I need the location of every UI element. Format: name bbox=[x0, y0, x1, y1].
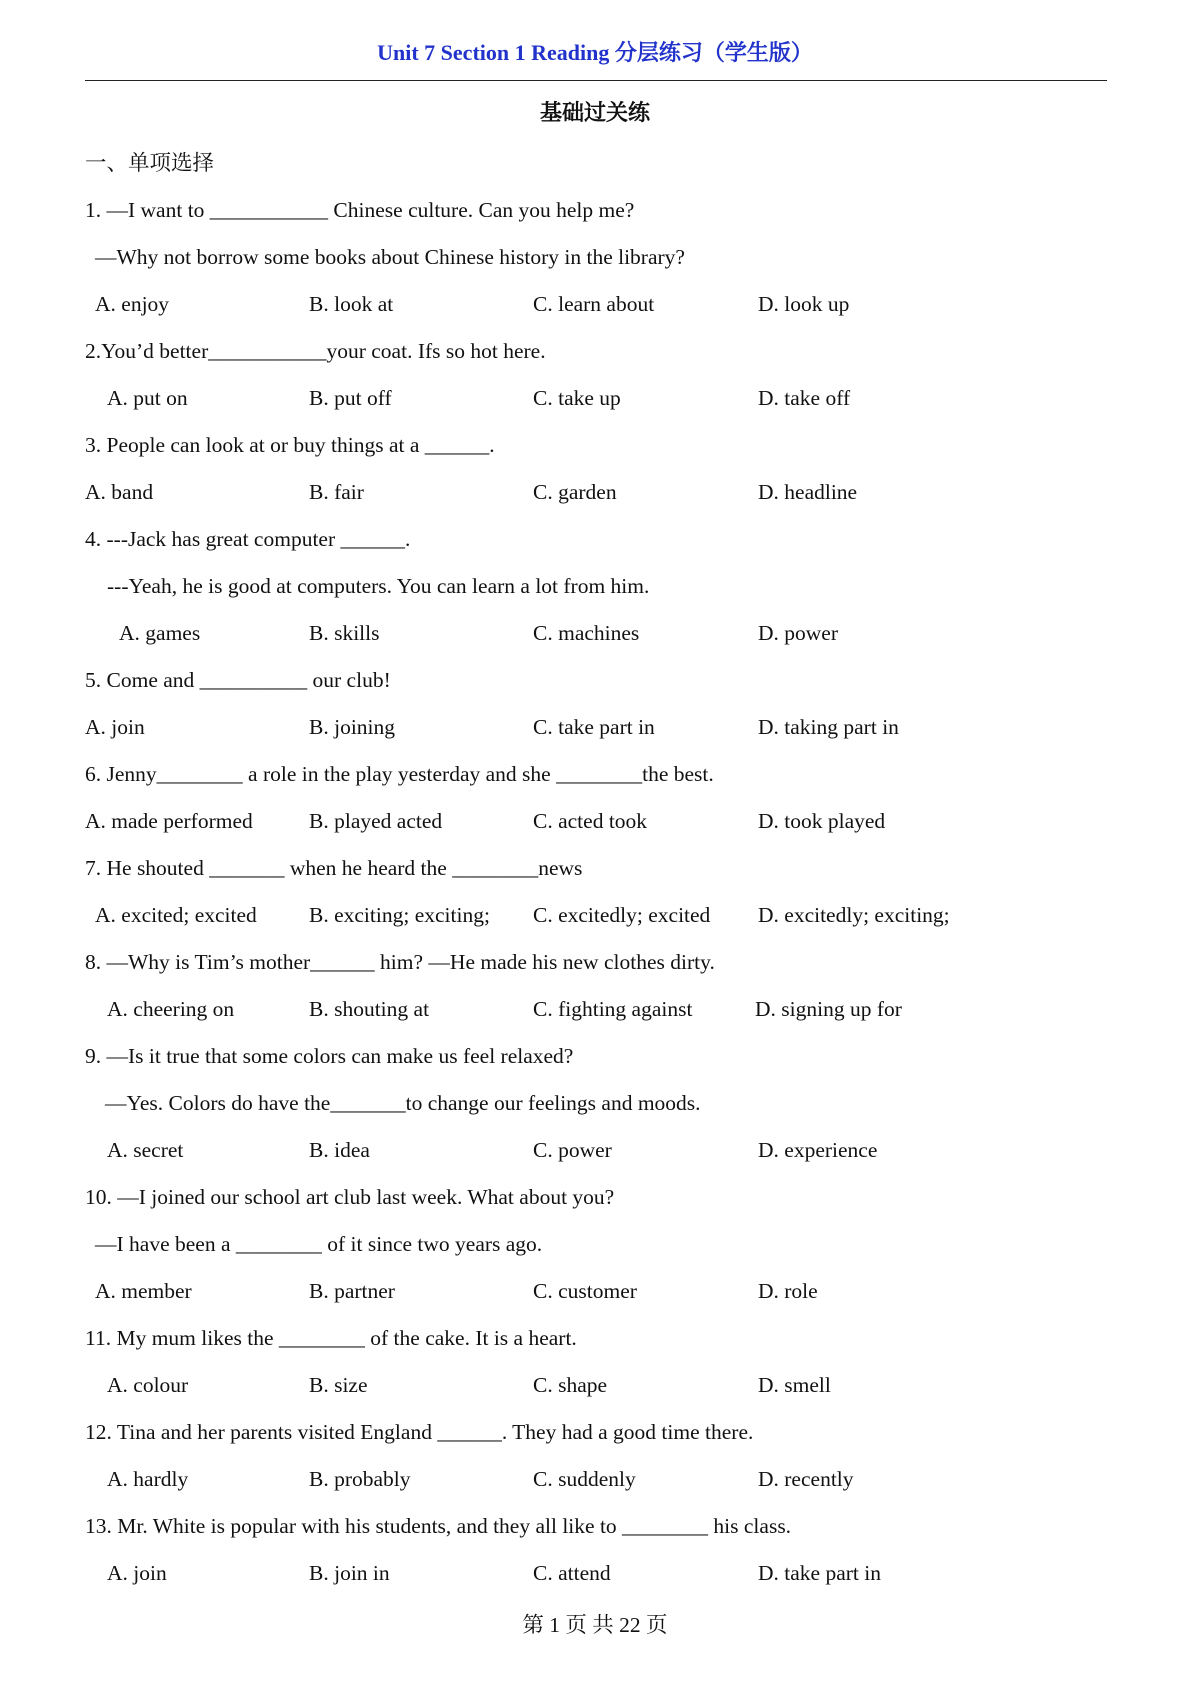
question-stem: 13. Mr. White is popular with his students, and they all like to ________ his class. bbox=[85, 1514, 792, 1538]
question-12 bbox=[85, 1409, 1107, 1503]
options-row bbox=[85, 610, 1107, 657]
question-stem: 5. Come and __________ our club! bbox=[85, 668, 391, 692]
question-9 bbox=[85, 1033, 1107, 1174]
option-b[interactable]: B. played acted bbox=[309, 809, 443, 833]
section-title: 基础过关练 bbox=[539, 100, 650, 125]
question-stem: 9. —Is it true that some colors can make us feel relaxed? bbox=[85, 1044, 574, 1068]
option-c[interactable]: C. customer bbox=[533, 1279, 637, 1303]
options-row bbox=[85, 892, 1107, 939]
option-c[interactable]: C. power bbox=[533, 1138, 612, 1162]
option-d[interactable]: D. took played bbox=[758, 809, 886, 833]
option-a[interactable]: A. put on bbox=[107, 386, 188, 410]
option-b[interactable]: B. exciting; exciting; bbox=[309, 903, 490, 927]
option-d[interactable]: D. smell bbox=[758, 1373, 831, 1397]
option-c[interactable]: C. learn about bbox=[533, 292, 655, 316]
option-d[interactable]: D. excitedly; exciting; bbox=[758, 903, 950, 927]
option-d[interactable]: D. signing up for bbox=[755, 997, 902, 1021]
option-a[interactable]: A. band bbox=[85, 480, 154, 504]
option-a[interactable]: A. hardly bbox=[107, 1467, 189, 1491]
option-c[interactable]: C. take part in bbox=[533, 715, 655, 739]
options-row bbox=[85, 375, 1107, 422]
option-a[interactable]: A. games bbox=[119, 621, 201, 645]
option-d[interactable]: D. taking part in bbox=[758, 715, 899, 739]
options-row bbox=[85, 1456, 1107, 1503]
header-divider bbox=[85, 80, 1107, 81]
option-d[interactable]: D. power bbox=[758, 621, 839, 645]
option-a[interactable]: A. join bbox=[85, 715, 145, 739]
question-list bbox=[85, 140, 1107, 1597]
options-row bbox=[85, 1550, 1107, 1597]
question-stem: 12. Tina and her parents visited England ______. They had a good time there. bbox=[85, 1420, 754, 1444]
question-stem: 10. —I joined our school art club last week. What about you? bbox=[85, 1185, 615, 1209]
question-stem: 4. ---Jack has great computer ______. bbox=[85, 527, 411, 551]
options-row bbox=[85, 704, 1107, 751]
option-b[interactable]: B. skills bbox=[309, 621, 380, 645]
question-2 bbox=[85, 328, 1107, 422]
option-b[interactable]: B. size bbox=[309, 1373, 368, 1397]
question-stem: 3. People can look at or buy things at a ______. bbox=[85, 433, 495, 457]
question-dialogue-line: —Why not borrow some books about Chinese history in the library? bbox=[95, 245, 685, 269]
options-row bbox=[85, 1127, 1107, 1174]
option-c[interactable]: C. fighting against bbox=[533, 997, 693, 1021]
options-row bbox=[85, 281, 1107, 328]
question-dialogue-line: ---Yeah, he is good at computers. You can learn a lot from him. bbox=[107, 574, 650, 598]
page-footer: 第 1 页 共 22 页 bbox=[522, 1613, 668, 1637]
option-a[interactable]: A. secret bbox=[107, 1138, 184, 1162]
option-a[interactable]: A. colour bbox=[107, 1373, 189, 1397]
question-7 bbox=[85, 845, 1107, 939]
option-c[interactable]: C. suddenly bbox=[533, 1467, 636, 1491]
question-stem: 7. He shouted _______ when he heard the ________news bbox=[85, 856, 583, 880]
question-dialogue-line: —I have been a ________ of it since two years ago. bbox=[95, 1232, 543, 1256]
question-8 bbox=[85, 939, 1107, 1033]
question-4 bbox=[85, 516, 1107, 657]
option-b[interactable]: B. fair bbox=[309, 480, 364, 504]
option-c[interactable]: C. garden bbox=[533, 480, 617, 504]
option-b[interactable]: B. join in bbox=[309, 1561, 390, 1585]
question-6 bbox=[85, 751, 1107, 845]
option-a[interactable]: A. join bbox=[107, 1561, 167, 1585]
option-b[interactable]: B. shouting at bbox=[309, 997, 430, 1021]
option-c[interactable]: C. acted took bbox=[533, 809, 648, 833]
option-b[interactable]: B. probably bbox=[309, 1467, 411, 1491]
option-a[interactable]: A. excited; excited bbox=[95, 903, 257, 927]
option-c[interactable]: C. take up bbox=[533, 386, 621, 410]
option-b[interactable]: B. put off bbox=[309, 386, 392, 410]
options-row bbox=[85, 986, 1107, 1033]
question-dialogue-line: —Yes. Colors do have the_______to change our feelings and moods. bbox=[105, 1091, 701, 1115]
option-c[interactable]: C. excitedly; excited bbox=[533, 903, 711, 927]
option-c[interactable]: C. attend bbox=[533, 1561, 611, 1585]
question-10 bbox=[85, 1174, 1107, 1315]
part-title: 一、单项选择 bbox=[85, 151, 215, 175]
option-d[interactable]: D. look up bbox=[758, 292, 850, 316]
option-a[interactable]: A. cheering on bbox=[107, 997, 235, 1021]
option-d[interactable]: D. take off bbox=[758, 386, 851, 410]
options-row bbox=[85, 1268, 1107, 1315]
option-c[interactable]: C. shape bbox=[533, 1373, 608, 1397]
option-a[interactable]: A. enjoy bbox=[95, 292, 170, 316]
question-1 bbox=[85, 187, 1107, 328]
option-d[interactable]: D. recently bbox=[758, 1467, 854, 1491]
question-stem: 6. Jenny________ a role in the play yesterday and she ________the best. bbox=[85, 762, 714, 786]
option-b[interactable]: B. joining bbox=[309, 715, 396, 739]
question-5 bbox=[85, 657, 1107, 751]
question-stem: 2.You’d better___________your coat. Ifs so hot here. bbox=[85, 339, 546, 363]
option-d[interactable]: D. role bbox=[758, 1279, 818, 1303]
question-stem: 1. —I want to ___________ Chinese culture. Can you help me? bbox=[85, 198, 635, 222]
option-d[interactable]: D. take part in bbox=[758, 1561, 881, 1585]
options-row bbox=[85, 798, 1107, 845]
question-11 bbox=[85, 1315, 1107, 1409]
option-c[interactable]: C. machines bbox=[533, 621, 640, 645]
options-row bbox=[85, 1362, 1107, 1409]
question-3 bbox=[85, 422, 1107, 516]
option-b[interactable]: B. partner bbox=[309, 1279, 395, 1303]
option-b[interactable]: B. look at bbox=[309, 292, 394, 316]
option-d[interactable]: D. headline bbox=[758, 480, 858, 504]
question-13 bbox=[85, 1503, 1107, 1597]
option-a[interactable]: A. member bbox=[95, 1279, 192, 1303]
option-d[interactable]: D. experience bbox=[758, 1138, 878, 1162]
question-stem: 11. My mum likes the ________ of the cake. It is a heart. bbox=[85, 1326, 577, 1350]
option-b[interactable]: B. idea bbox=[309, 1138, 370, 1162]
options-row bbox=[85, 469, 1107, 516]
question-stem: 8. —Why is Tim’s mother______ him? —He made his new clothes dirty. bbox=[85, 950, 715, 974]
option-a[interactable]: A. made performed bbox=[85, 809, 253, 833]
document-header: Unit 7 Section 1 Reading 分层练习（学生版） bbox=[377, 40, 813, 65]
